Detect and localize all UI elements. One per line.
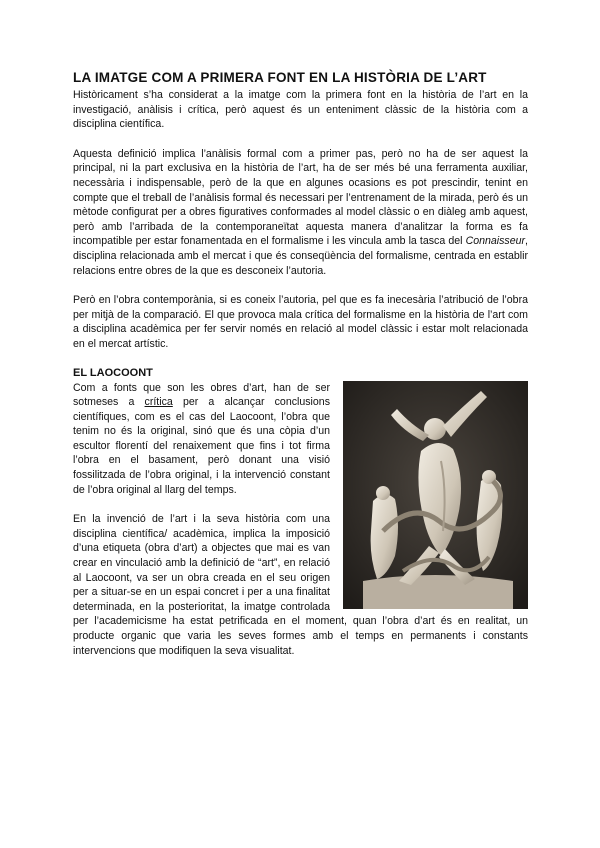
laocoon-sculpture-photo xyxy=(343,381,528,609)
paragraph-art-invention: En la invenció de l’art i la seva història com una disciplina científica/ acadèmica, implica la imposició d’una etiqueta (obra d’art) a objectes que mai es van crear en vinculació amb la definició de “art”, en relació al Laocoont, va ser un obra creada en el seu origen per a situar-se en un espai concret i per a una finalitat determinada, en la posterioritat, la imatge controlada per l’academicisme ha estat petrificada en el moment, quan l’obra d’art és en realitat, un producte organic que varia les seves formes amb el temps en permanents i constants intervencions que modifiquen la seva visualitat. xyxy=(73,513,528,657)
section-heading: EL LAOCOONT xyxy=(73,366,153,379)
document-title: LA IMATGE COM A PRIMERA FONT EN LA HISTÒRIA DE L’ART xyxy=(73,70,487,85)
paragraph-contemporary: Però en l’obra contemporània, si es coneix l’autoria, pel que es fa inecesària l’atribució de l’obra per mitjà de la comparació. El que provoca mala crítica del formalisme en la història de l’art com a disciplina acadèmica per fer servir només en relació al model clàssic i estar molt relacionada en el mercat artístic. xyxy=(73,294,528,350)
paragraph-laocoon-copy: Com a fonts que son les obres d’art, han de ser sotmeses a crítica per a alcançar conclusions científiques, com es el cas del Laocoont, l’obra que tenim no és la original, sinó que és una còpia d’un escultor florentí del renaixement que fins i tot firma l’obra en el basament, però donant una visió fossilitzada de l’obra original, i la intervenció constant de l’obra original al llarg del temps. xyxy=(73,381,330,496)
paragraph-intro: Històricament s’ha considerat a la imatge com la primera font en la història de l’art en la investigació, anàlisis i crítica, però aquest és un enteniment clàssic de la història com a disciplina científica. xyxy=(73,89,528,131)
paragraph-formal-analysis: Aquesta definició implica l’anàlisis formal com a primer pas, però no ha de ser aquest la principal, ni la part exclusiva en la història de l’art, ha de ser més bé una ferramenta auxiliar, necessària i indispensable, però de la que en algunes ocasions es pot prescindir, tenint en compte que el treball de l’anàlisis formal és necessari per l’entrenament de la mirada, però és un mètode configurat per a obres figuratives conformades al model clàssic o en diàleg amb aquest, però amb l’arribada de la contemporaneïtat aquesta manera d’analitzar la forma es fa incompatible per estar fonamentada en el formalisme i les vincula amb la tasca del Connaisseur, disciplina relacionada amb el mercat i que és conseqüència del formalisme, centrada en establir relacions entre obres de la que es desconeix l’autoria. xyxy=(73,147,528,277)
document-content xyxy=(73,70,528,658)
critica-term: crítica xyxy=(144,396,173,409)
connaisseur-term: Connaisseur xyxy=(465,235,526,248)
